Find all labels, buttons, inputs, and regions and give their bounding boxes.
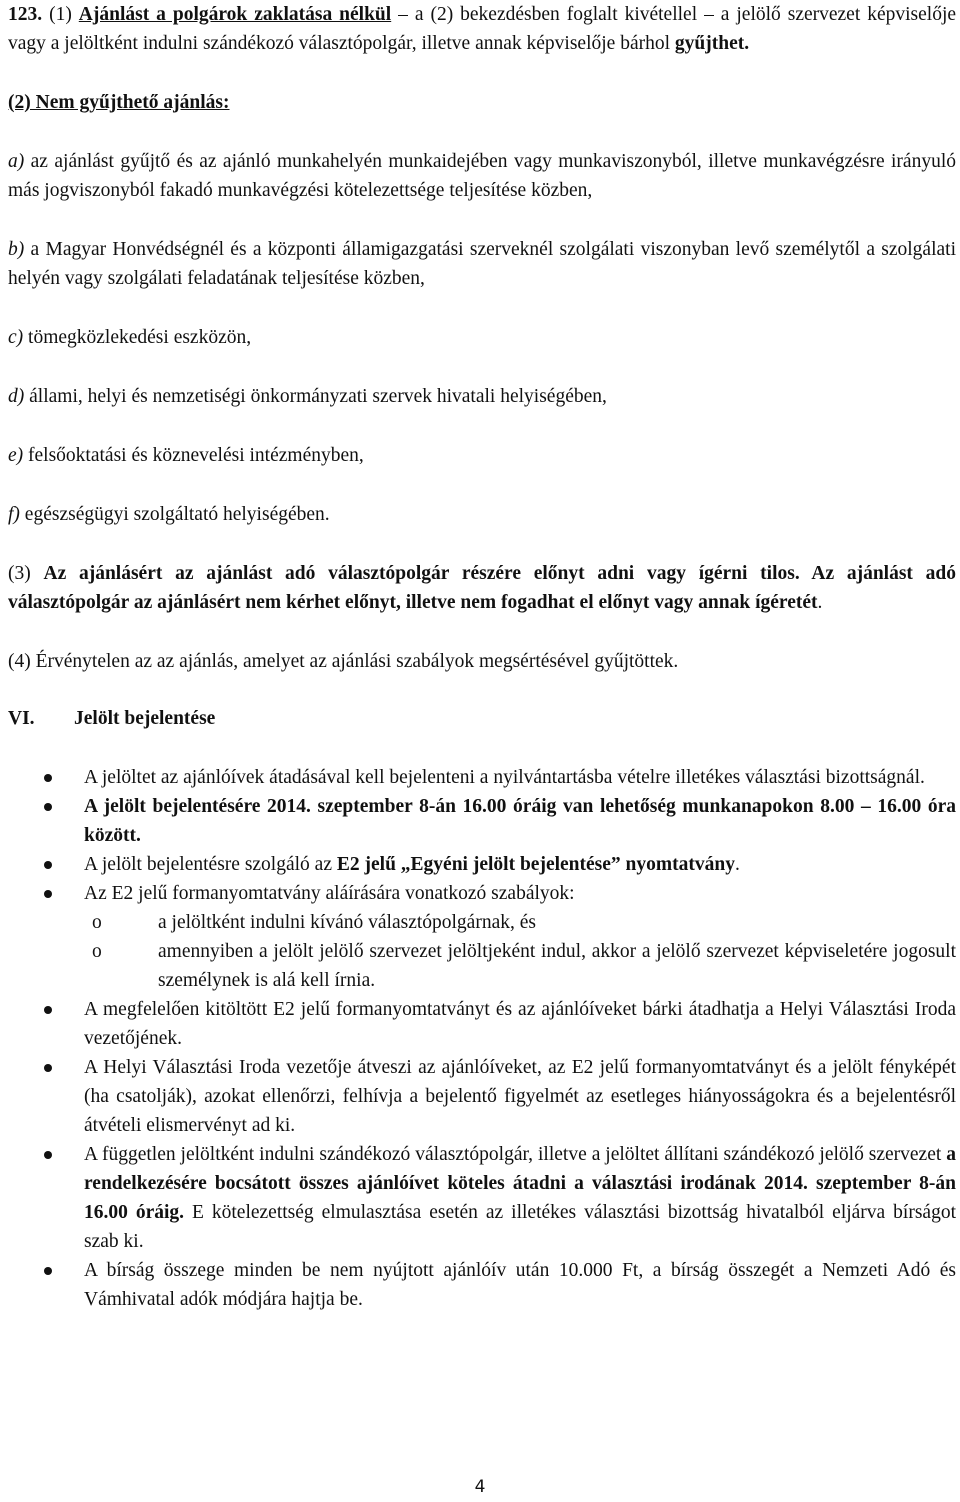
item-letter: d)	[8, 386, 25, 407]
section-number: 123.	[8, 4, 43, 25]
bullet-text: A független jelöltként indulni szándékozó választópolgár, illetve a jelöltet állítani szándékozó jelölő szervezet	[84, 1144, 947, 1165]
item-letter: e)	[8, 445, 24, 466]
paragraph-123-1	[8, 0, 956, 58]
item-text: állami, helyi és nemzetiségi önkormányzati szervek hivatali helyiségében,	[24, 386, 607, 407]
bullet-text: A jelölt bejelentésre szolgáló az	[84, 854, 337, 875]
bullet-text-end: .	[734, 854, 740, 875]
bullet-text: A bírság összege minden be nem nyújtott ajánlóív után 10.000 Ft, a bírság összegét a Nemzeti Adó és Vámhivatal adók módjára hajtja be.	[84, 1260, 956, 1310]
item-text: egészségügyi szolgáltató helyiségében.	[19, 504, 330, 525]
item-letter: b)	[8, 239, 25, 260]
list-item-b	[8, 235, 956, 293]
sub-item-text: a jelöltként indulni kívánó választópolgárnak, és	[158, 912, 536, 933]
bullet-item	[8, 763, 956, 792]
bullet-text-bold: E2 jelű „Egyéni jelölt bejelentése” nyomtatvány	[336, 854, 735, 875]
bullet-text: A Helyi Választási Iroda vezetője átveszi az ajánlóíveket, az E2 jelű formanyomtatványt és a jelölt fényképét (ha csatolják), azokat ellenőrzi, felhívja a bejelentő figyelmét az esetleges hiányosságokra és a bejelentésről átvételi elismervényt ad ki.	[84, 1057, 956, 1136]
bullet-text: Az E2 jelű formanyomtatvány aláírására vonatkozó szabályok:	[84, 883, 575, 904]
bullet-text: A jelöltet az ajánlóívek átadásával kell bejelenteni a nyilvántartásba vételre illetékes választási bizottságnál.	[84, 767, 925, 788]
list-item-e	[8, 441, 956, 470]
bullet-text: A jelölt bejelentésére 2014. szeptember 8-án 16.00 óráig van lehetőség munkanapokon 8.00 – 16.00 óra között.	[84, 796, 956, 846]
bullet-item	[8, 792, 956, 850]
para-1-end: gyűjthet.	[674, 33, 750, 54]
bullet-item	[8, 1256, 956, 1314]
list-item-d	[8, 382, 956, 411]
list-item-f	[8, 500, 956, 529]
heading-number: VI.	[8, 708, 35, 729]
bullet-text-bold: a rendelkezésére bocsátott összes ajánlóívet köteles átadni a választási irodának 2014. szeptember 8-án 16.00 óráig.	[84, 1144, 956, 1223]
item-letter: c)	[8, 327, 24, 348]
paragraph-3	[8, 559, 956, 617]
item-letter: f)	[8, 504, 20, 525]
page-number: 4	[474, 1477, 486, 1497]
para-1-lead: (1)	[49, 4, 79, 25]
sub-item-text: amennyiben a jelölt jelölő szervezet jelöltjeként indul, akkor a jelölő szervezet képviseletére jogosult személynek is alá kell írnia.	[158, 941, 956, 991]
para-3-lead: (3)	[8, 563, 44, 584]
bullet-item	[8, 1053, 956, 1140]
sub-list-item	[84, 937, 956, 995]
bullet-text-end: E kötelezettség elmulasztása esetén az illetékes választási bizottság hivatalból eljárva bírságot szab ki.	[84, 1202, 956, 1252]
item-text: felsőoktatási és köznevelési intézményben,	[23, 445, 364, 466]
para-2-title: (2) Nem gyűjthető ajánlás:	[8, 92, 230, 113]
sub-list	[84, 908, 956, 995]
bullet-item	[8, 850, 956, 879]
list-item-a	[8, 147, 956, 205]
item-text: az ajánlást gyűjtő és az ajánló munkahelyén munkaidejében vagy munkaviszonyból, illetve munkavégzésre irányuló más jogviszonyból fakadó munkavégzési kötelezettsége teljesítése közben,	[8, 151, 956, 201]
bullet-text: A megfelelően kitöltött E2 jelű formanyomtatványt és az ajánlóíveket bárki átadhatja a Helyi Választási Iroda vezetőjének.	[84, 999, 956, 1049]
sub-list-item	[84, 908, 956, 937]
para-3-bold: Az ajánlásért az ajánlást adó választópolgár részére előnyt adni vagy ígérni tilos. Az ajánlást adó választópolgár az ajánlásért nem kérhet előnyt, illetve nem fogadhat el előnyt vagy annak ígéretét	[8, 563, 956, 613]
heading-title: Jelölt bejelentése	[74, 708, 216, 729]
para-3-end: .	[817, 592, 823, 613]
item-text: a Magyar Honvédségnél és a központi államigazgatási szerveknél szolgálati viszonyban levő személytől a szolgálati helyén vagy szolgálati feladatának teljesítése közben,	[8, 239, 956, 289]
document-page	[8, 0, 956, 1314]
list-item-c	[8, 323, 956, 352]
item-letter: a)	[8, 151, 25, 172]
para-1-rest: – a (2) bekezdésben foglalt kivétellel – a jelölő szervezet képviselője vagy a jelöltként indulni szándékozó választópolgár, illetve annak képviselője bárhol	[8, 4, 957, 54]
para-1-bold: Ajánlást a polgárok zaklatása nélkül	[78, 4, 392, 25]
section-heading-vi	[8, 704, 956, 733]
bullet-item	[8, 879, 956, 995]
item-text: tömegközlekedési eszközön,	[23, 327, 252, 348]
bullet-list	[8, 763, 956, 1314]
bullet-item	[8, 1140, 956, 1256]
paragraph-4: (4) Érvénytelen az az ajánlás, amelyet az ajánlási szabályok megsértésével gyűjtöttek.	[8, 651, 679, 672]
bullet-item	[8, 995, 956, 1053]
